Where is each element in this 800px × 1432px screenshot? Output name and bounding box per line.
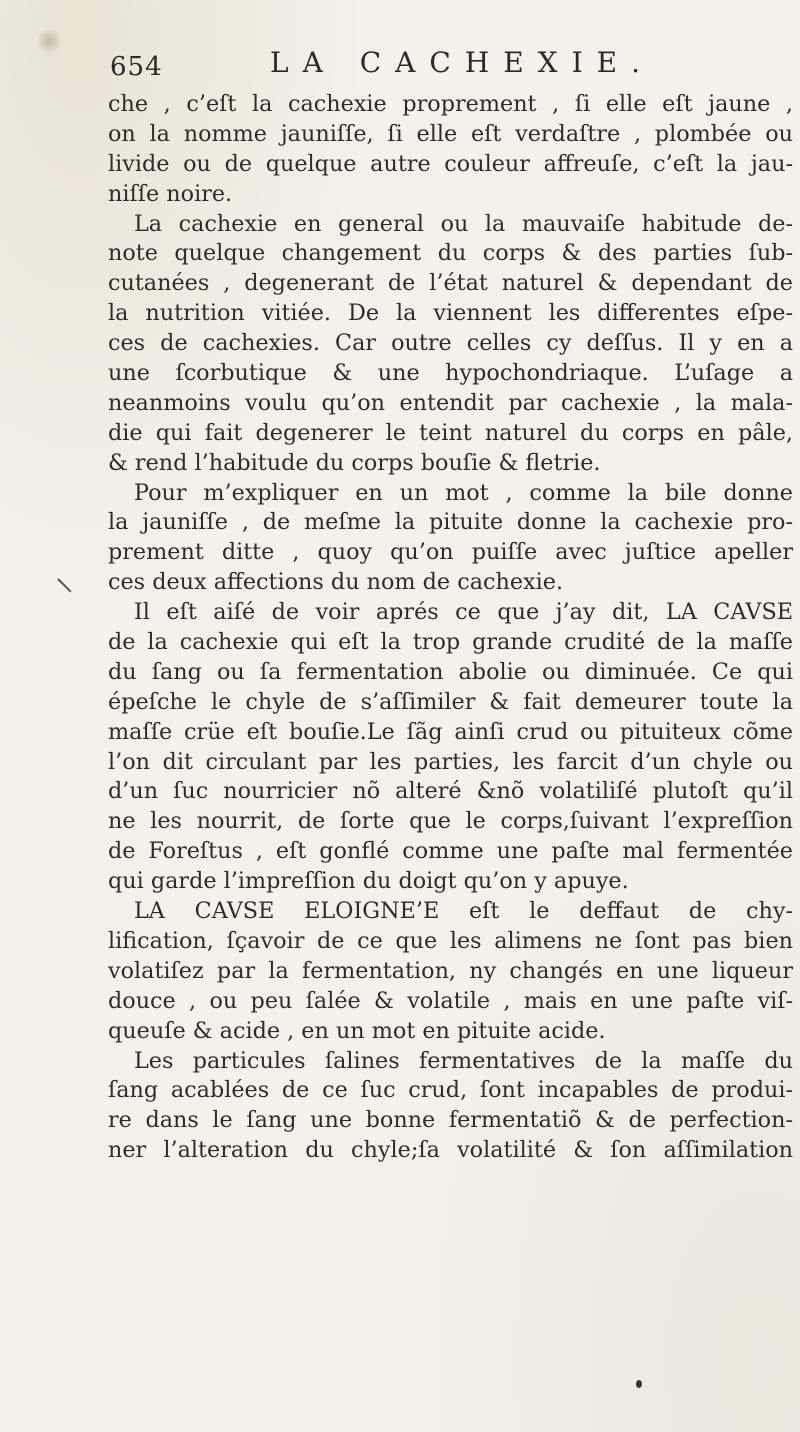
- text-line: ne les nourrit, de ſorte que le corps,ſuivant l’expreſſion: [108, 808, 793, 835]
- text-line: maſſe crüe eſt bouſie.Le ſãg ainſi crud ou pituiteux cõme: [108, 718, 793, 745]
- body-text: [108, 90, 793, 1166]
- margin-mark: [57, 578, 71, 592]
- text-line: une ſcorbutique & une hypochondriaque. L’uſage a: [108, 360, 793, 387]
- page-header: [110, 46, 730, 90]
- text-line: on la nomme jauniſſe, ſi elle eſt verdaſtre , plombée ou: [108, 120, 793, 147]
- text-line: queuſe & acide , en un mot en pituite acide.: [108, 1017, 606, 1044]
- page-number: 654: [110, 52, 163, 82]
- text-line: de la cachexie qui eſt la trop grande crudité de la maſſe: [108, 629, 793, 656]
- text-line: lification, ſçavoir de ce que les alimens ne ſont pas bien: [108, 927, 793, 954]
- text-line: la nutrition vitiée. De la viennent les differentes eſpe-: [108, 300, 793, 327]
- text-line: Les particules ſalines fermentatives de la maſſe du: [134, 1047, 793, 1074]
- text-line: qui garde l’impreſſion du doigt qu’on y apuye.: [108, 868, 629, 895]
- text-line: volatiſez par la fermentation, ny changés en une liqueur: [108, 957, 793, 984]
- text-line: Pour m’expliquer en un mot , comme la bile donne: [134, 479, 793, 506]
- text-line: la jauniſſe , de meſme la pituite donne la cachexie pro-: [108, 509, 793, 536]
- text-line: du ſang ou ſa fermentation abolie ou diminuée. Ce qui: [108, 658, 793, 685]
- text-line: Il eſt aiſé de voir aprés ce que j’ay dit, LA CAVSE: [134, 599, 793, 626]
- text-line: douce , ou peu ſalée & volatile , mais en une paſte viſ-: [108, 987, 793, 1014]
- text-line: die qui fait degenerer le teint naturel du corps en pâle,: [108, 419, 793, 446]
- text-line: ces deux affections du nom de cachexie.: [108, 569, 564, 596]
- text-line: ces de cachexies. Car outre celles cy deſſus. Il y en a: [108, 330, 793, 357]
- text-line: livide ou de quelque autre couleur affreuſe, c’eſt la jau-: [108, 150, 793, 177]
- text-line: cutanées , degenerant de l’état naturel & dependant de: [108, 270, 793, 297]
- text-line: La cachexie en general ou la mauvaiſe habitude de-: [134, 210, 793, 237]
- text-line: de Foreſtus , eſt gonflé comme une paſte mal fermentée: [108, 838, 793, 865]
- running-title: LA CACHEXIE.: [270, 46, 654, 79]
- ink-spot: [636, 1380, 642, 1388]
- text-line: niſſe noire.: [108, 180, 233, 207]
- text-line: note quelque changement du corps & des parties ſub-: [108, 240, 793, 267]
- text-line: LA CAVSE ELOIGNE’E eſt le deffaut de chy-: [134, 898, 793, 925]
- text-line: re dans le ſang une bonne fermentatiõ & de perfection-: [108, 1107, 793, 1134]
- text-line: prement ditte , quoy qu’on puiſſe avec juſtice apeller: [108, 539, 793, 566]
- text-line: d’un ſuc nourricier nõ alteré &nõ volatiliſé plutoſt qu’il: [108, 778, 793, 805]
- text-line: l’on dit circulant par les parties, les farcit d’un chyle ou: [108, 748, 793, 775]
- text-line: ner l’alteration du chyle;ſa volatilité & ſon aſſimilation: [108, 1137, 793, 1164]
- text-line: che , c’eſt la cachexie proprement , ſi elle eſt jaune ,: [108, 91, 793, 117]
- age-stain: [36, 28, 62, 54]
- text-line: épeſche le chyle de s’aſſimiler & fait demeurer toute la: [108, 688, 793, 715]
- text-line: neanmoins voulu qu’on entendit par cachexie , la mala-: [108, 389, 793, 416]
- text-line: & rend l’habitude du corps bouſie & fletrie.: [108, 449, 601, 476]
- text-line: ſang acablées de ce ſuc crud, ſont incapables de produi-: [108, 1077, 793, 1104]
